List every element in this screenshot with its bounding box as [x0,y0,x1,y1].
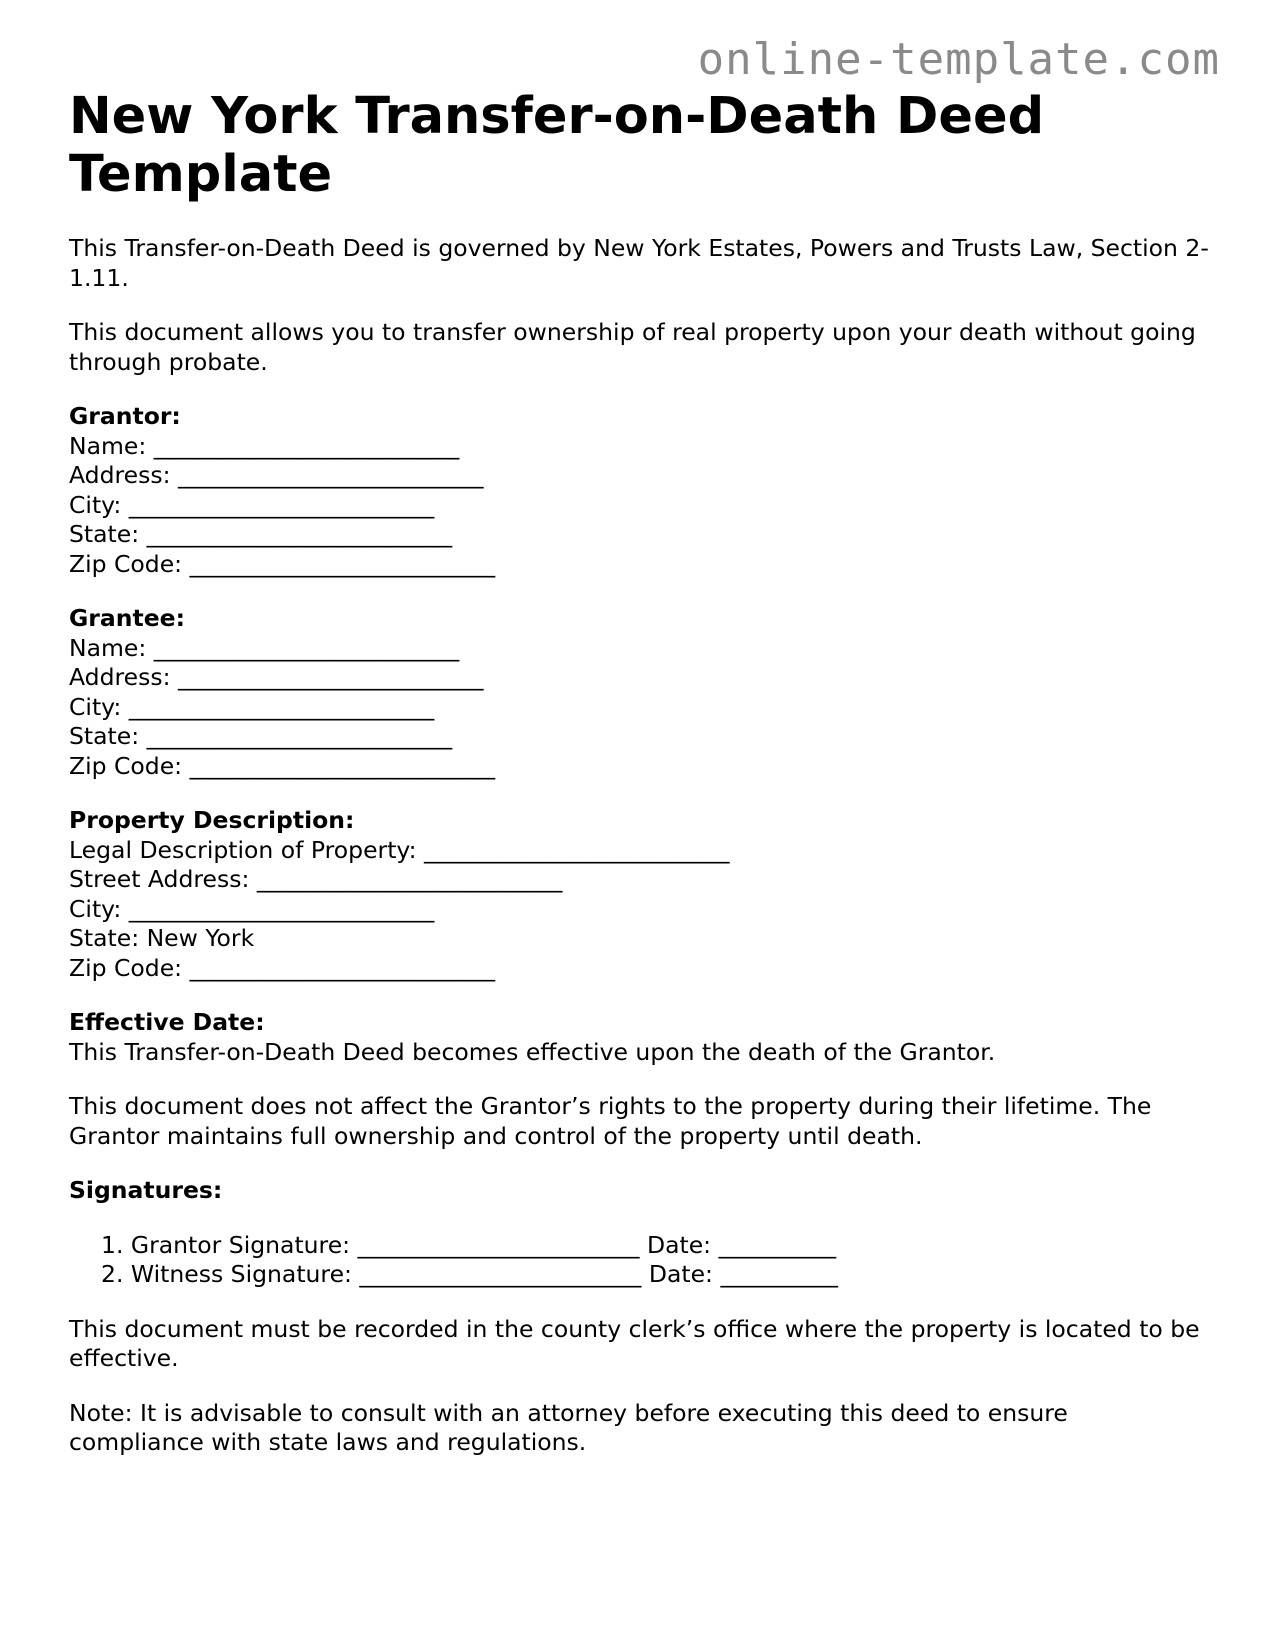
effective-date-heading: Effective Date: [69,1008,265,1036]
recording-paragraph: This document must be recorded in the county clerk’s office where the property is located to be effective. [69,1314,1200,1372]
property-section [69,806,1209,983]
grantee-name-field: Name: __________________________ [69,633,460,662]
intro-paragraph-governing-law: This Transfer-on-Death Deed is governed by New York Estates, Powers and Trusts Law, Section 2-1.11. [69,234,1209,292]
signatures-list [69,1231,1209,1290]
grantor-signature-line: 1. Grantor Signature: ________________________ Date: __________ [101,1230,837,1259]
property-city-field: City: __________________________ [69,894,435,923]
document-page [69,88,1209,1483]
watermark: online-template.com [697,34,1220,85]
effective-date-text: This Transfer-on-Death Deed becomes effective upon the death of the Grantor. [69,1037,996,1066]
grantee-heading: Grantee: [69,604,185,632]
signatures-heading: Signatures: [69,1176,223,1204]
property-state-field: State: New York [69,924,255,952]
grantor-zip-field: Zip Code: __________________________ [69,549,496,578]
grantee-zip-field: Zip Code: __________________________ [69,751,496,780]
document-title: New York Transfer-on-Death Deed Template [69,87,1045,204]
grantor-state-field: State: __________________________ [69,520,453,548]
grantee-state-field: State: __________________________ [69,722,453,750]
effective-date-section [69,1008,1209,1067]
rights-paragraph: This document does not affect the Grantor’s rights to the property during their lifetime. The Grantor maintains full ownership and control of the property until death. [69,1092,1152,1150]
note-paragraph: Note: It is advisable to consult with an attorney before executing this deed to ensure compliance with state laws and regulations. [69,1398,1068,1456]
grantor-section [69,402,1209,579]
grantor-name-field: Name: __________________________ [69,431,460,460]
property-heading: Property Description: [69,806,355,834]
property-zip-field: Zip Code: __________________________ [69,953,496,982]
grantee-city-field: City: __________________________ [69,692,435,721]
property-legal-description-field: Legal Description of Property: __________________________ [69,835,730,864]
grantor-city-field: City: __________________________ [69,490,435,519]
grantor-address-field: Address: __________________________ [69,461,484,489]
grantee-section [69,604,1209,781]
witness-signature-line: 2. Witness Signature: ________________________ Date: __________ [101,1260,838,1288]
intro-paragraph-purpose: This document allows you to transfer ownership of real property upon your death without going through probate. [69,318,1196,376]
property-street-address-field: Street Address: __________________________ [69,865,563,893]
grantee-address-field: Address: __________________________ [69,663,484,691]
grantor-heading: Grantor: [69,402,181,430]
